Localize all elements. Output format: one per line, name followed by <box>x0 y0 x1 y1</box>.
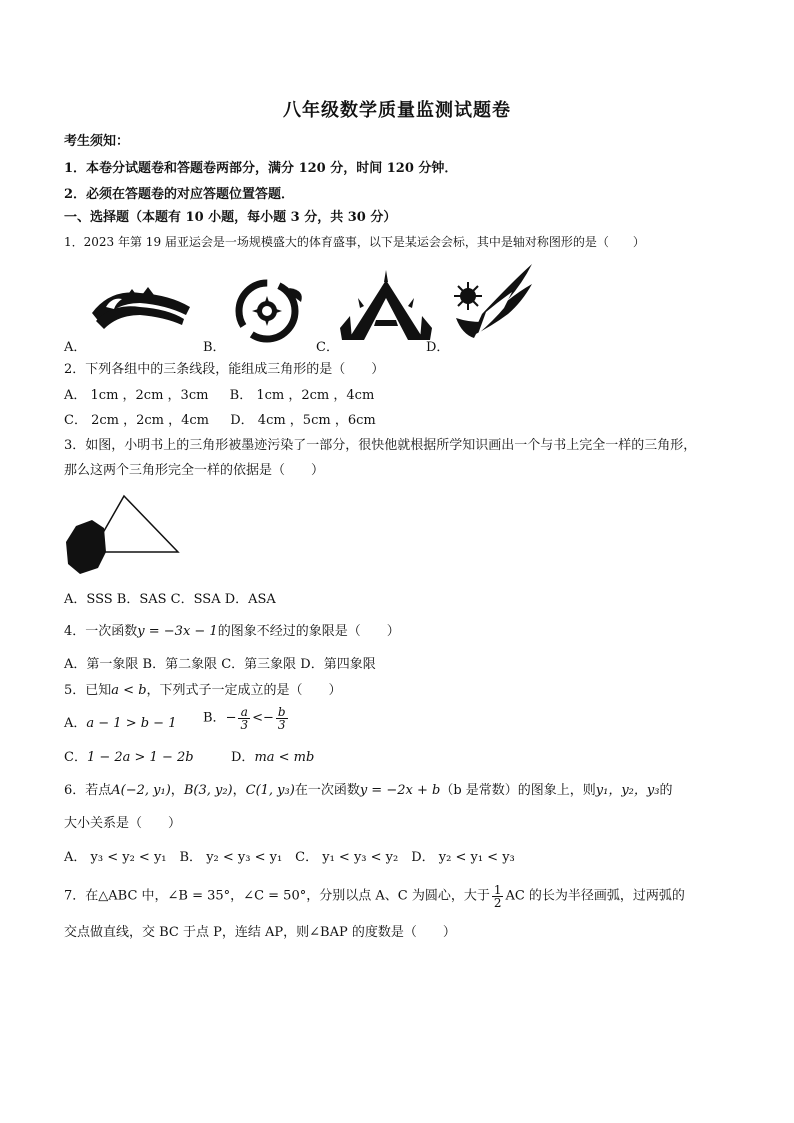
q2-stem: 2．下列各组中的三条线段，能组成三角形的是（ ） <box>64 362 385 377</box>
q6-expression: y = −2x + b <box>359 783 441 798</box>
q4-stem-a: 4．一次函数 <box>64 624 138 639</box>
q5-option-d-expr: ma < mb <box>254 750 315 765</box>
q5-option-b-label: B． <box>203 710 226 726</box>
q5-option-d-label: D． <box>231 750 255 765</box>
wing-sun-logo-icon <box>452 262 536 348</box>
q6-options: A． y₃ < y₂ < y₁ B． y₂ < y₃ < y₁ C． y₁ < y₃ < y₂ D． y₂ < y₁ < y₃ <box>64 850 515 865</box>
q5-stem <box>64 683 342 699</box>
q6-stem-d: 的 <box>659 783 673 798</box>
q5-option-c-label: C． <box>64 750 87 765</box>
q5-option-a <box>64 716 176 732</box>
q4-options: A．第一象限 B．第二象限 C．第三象限 D．第四象限 <box>64 657 376 672</box>
q1-option-d-label: D． <box>426 340 450 355</box>
q2-options-cd: C． 2cm ，2cm ，4cm D． 4cm ，5cm ，6cm <box>64 413 376 428</box>
tower-a-logo-icon <box>338 268 434 348</box>
section-heading: 一、选择题（本题有 10 小题，每小题 3 分，共 30 分） <box>64 210 397 225</box>
q5-condition: a < b <box>111 683 147 698</box>
q7-stem-b: AC 的长为半径画弧，过两弧的 <box>505 888 685 904</box>
q7-fraction: $\frac{1}{2}$ <box>493 883 502 910</box>
q5-option-c <box>64 750 194 766</box>
q6-point-b: B(3, y₂) <box>183 783 233 798</box>
q6-stem-a: 6．若点 <box>64 783 112 798</box>
q4-expression: y = −3x − 1 <box>137 624 218 639</box>
q1-option-c-label: C． <box>316 340 339 355</box>
q5-option-c-expr: 1 − 2a > 1 − 2b <box>86 750 194 765</box>
q1-stem: 1．2023 年第 19 届亚运会是一场规模盛大的体育盛事，以下是某运会会标，其中是轴对称图形的是（ ） <box>64 235 645 249</box>
q5-option-d <box>231 750 314 766</box>
q5-option-a-label: A． <box>64 716 87 731</box>
q7-stem-a: 7．在△ABC 中，∠B = 35°，∠C = 50°，分别以点 A、C 为圆心，大于 <box>64 888 490 904</box>
q6-stem-c: （b 是常数）的图象上，则 <box>440 783 596 798</box>
q6-point-c: C(1, y₃) <box>245 783 295 798</box>
q2-options-ab: A． 1cm ，2cm ，3cm B． 1cm ，2cm ，4cm <box>64 388 375 403</box>
q6-stem-line1: 6．若点A(−2, y₁)，B(3, y₂)，C(1, y₃)在一次函数y = −2x + b（b 是常数）的图象上，则y₁，y₂，y₃的 <box>64 783 673 798</box>
q7-stem-line2: 交点做直线，交 BC 于点 P，连结 AP，则∠BAP 的度数是（ ） <box>64 925 456 940</box>
q3-stem-line1: 3．如图，小明书上的三角形被墨迹污染了一部分，很快他就根据所学知识画出一个与书上完全一样的三角形， <box>64 438 697 453</box>
q5-option-a-expr: a − 1 > b − 1 <box>86 716 177 731</box>
q5-option-b-frac-b: $\frac{b}{3}$ <box>277 705 286 732</box>
q5-stem-b: ，下列式子一定成立的是（ ） <box>146 683 342 698</box>
notice-item-1: 1．本卷分试题卷和答题卷两部分，满分 120 分，时间 120 分钟． <box>64 161 458 176</box>
q1-option-a-label: A． <box>64 340 87 355</box>
q6-y-values: y₁，y₂，y₃ <box>595 783 660 798</box>
fan-logo-icon <box>90 285 194 339</box>
q5-stem-a: 5．已知 <box>64 683 112 698</box>
q5-option-b: B．− $\frac{a}{3}$ <− $\frac{b}{3}$ <box>203 705 286 732</box>
q6-stem-b: 在一次函数 <box>294 783 360 798</box>
q6-stem-line2: 大小关系是（ ） <box>64 816 182 831</box>
notice-heading: 考生须知： <box>64 134 130 149</box>
dragon-ring-logo-icon <box>225 278 309 348</box>
inked-triangle-figure <box>62 494 182 584</box>
page-title: 八年级数学质量监测试题卷 <box>283 100 511 121</box>
q6-point-a: A(−2, y₁) <box>111 783 171 798</box>
q4-stem <box>64 624 400 640</box>
q3-stem-line2: 那么这两个三角形完全一样的依据是（ ） <box>64 463 325 478</box>
q1-option-b-label: B． <box>203 340 226 355</box>
notice-item-2: 2．必须在答题卷的对应答题位置答题． <box>64 187 295 202</box>
q4-stem-b: 的图象不经过的象限是（ ） <box>217 624 400 639</box>
q3-options: A．SSS B．SAS C．SSA D．ASA <box>64 592 276 607</box>
q5-option-b-frac-a: $\frac{a}{3}$ <box>240 705 249 732</box>
q7-stem-line1 <box>64 884 685 909</box>
